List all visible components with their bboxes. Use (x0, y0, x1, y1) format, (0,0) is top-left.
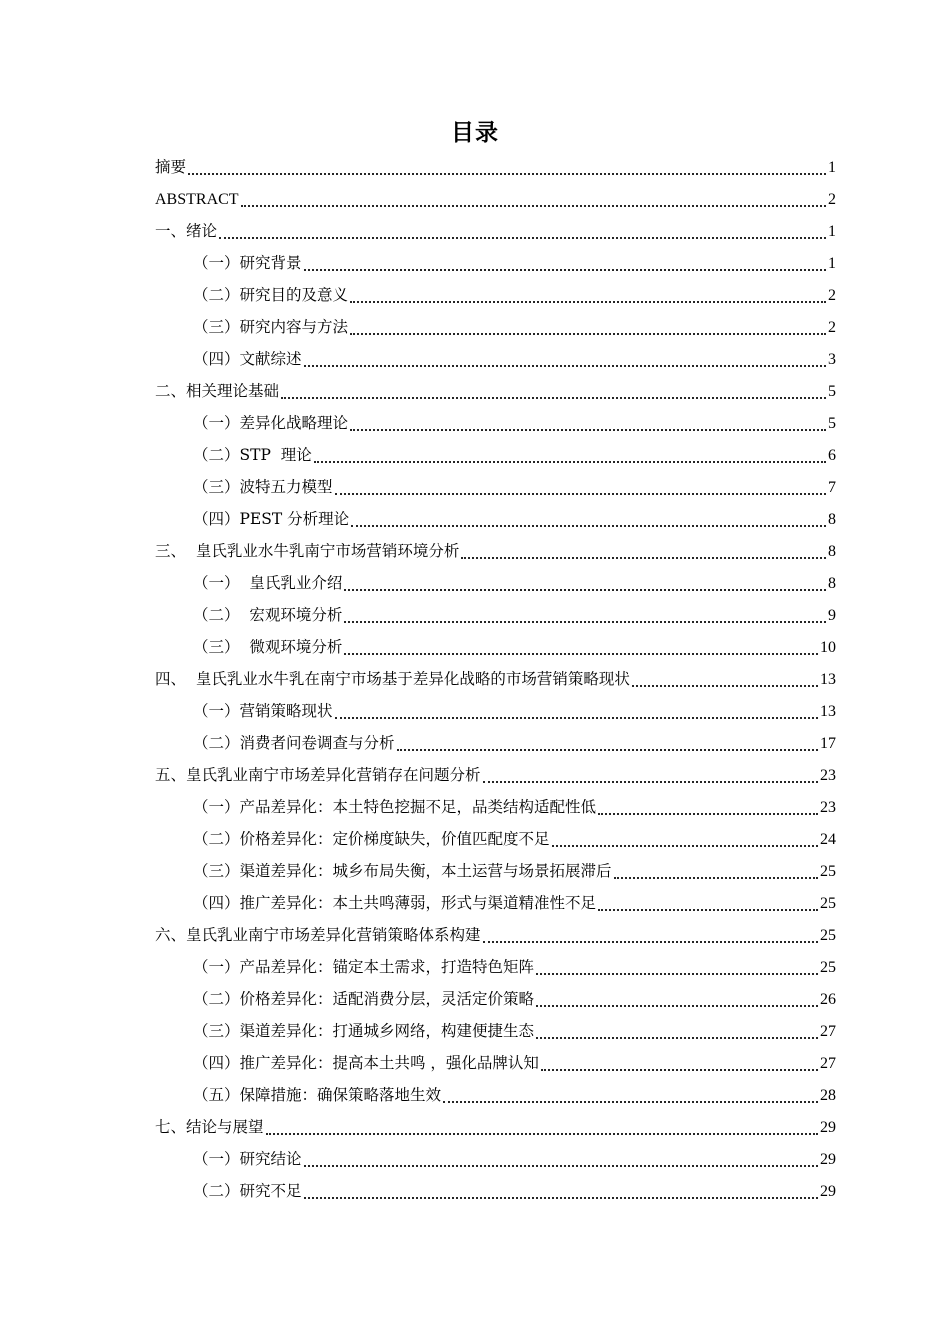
toc-page-number: 7 (828, 479, 836, 496)
toc-dot-leader (241, 204, 826, 207)
toc-entry-label: 一、绪论 (155, 222, 218, 241)
toc-entry[interactable] (155, 952, 836, 984)
toc-entry[interactable] (155, 728, 836, 760)
toc-entry-label: （一）差异化战略理论 (193, 414, 349, 433)
toc-page-number: 26 (820, 991, 836, 1008)
toc-page-number: 8 (828, 511, 836, 528)
toc-entry-label: （四）推广差异化：本土共鸣薄弱，形式与渠道精准性不足 (193, 894, 597, 913)
toc-entry-label: （四）文献综述 (193, 350, 302, 369)
toc-entry[interactable] (155, 856, 836, 888)
toc-entry[interactable] (155, 344, 836, 376)
toc-entry-label: （二）研究不足 (193, 1182, 302, 1201)
toc-page-number: 25 (820, 959, 836, 976)
toc-entry[interactable] (155, 1144, 836, 1176)
toc-entry[interactable] (155, 1048, 836, 1080)
toc-entry[interactable] (155, 248, 836, 280)
toc-page-number: 25 (820, 863, 836, 880)
toc-entry[interactable] (155, 504, 836, 536)
toc-entry-label: （四）PEST 分析理论 (193, 510, 350, 529)
toc-entry-label: 二、相关理论基础 (155, 382, 280, 401)
toc-page-number: 27 (820, 1055, 836, 1072)
toc-entry[interactable] (155, 216, 836, 248)
toc-entry[interactable] (155, 472, 836, 504)
toc-entry[interactable] (155, 600, 836, 632)
toc-dot-leader (483, 780, 818, 783)
toc-dot-leader (397, 748, 818, 751)
toc-page-number: 3 (828, 351, 836, 368)
toc-dot-leader (536, 1036, 818, 1039)
toc-entry[interactable] (155, 152, 836, 184)
toc-entry[interactable] (155, 696, 836, 728)
toc-dot-leader (350, 300, 826, 303)
toc-entry[interactable] (155, 984, 836, 1016)
toc-dot-leader (335, 716, 818, 719)
toc-page-number: 5 (828, 415, 836, 432)
toc-entry-label: （一）产品差异化：本土特色挖掘不足，品类结构适配性低 (193, 798, 597, 817)
toc-entry[interactable] (155, 536, 836, 568)
toc-page-number: 9 (828, 607, 836, 624)
toc-dot-leader (541, 1068, 818, 1071)
toc-dot-leader (335, 492, 826, 495)
toc-dot-leader (304, 268, 826, 271)
toc-page-number: 6 (828, 447, 836, 464)
toc-page-number: 25 (820, 927, 836, 944)
toc-dot-leader (598, 812, 818, 815)
page-title: 目录 (451, 120, 499, 146)
toc-entry-label: （一）研究结论 (193, 1150, 302, 1169)
toc-entry[interactable] (155, 632, 836, 664)
toc-entry[interactable] (155, 280, 836, 312)
toc-dot-leader (461, 556, 826, 559)
toc-dot-leader (281, 396, 826, 399)
toc-dot-leader (443, 1100, 818, 1103)
toc-dot-leader (314, 460, 826, 463)
toc-dot-leader (266, 1132, 818, 1135)
toc-entry-label: （三）渠道差异化：城乡布局失衡，本土运营与场景拓展滞后 (193, 862, 612, 881)
toc-dot-leader (344, 620, 826, 623)
toc-page-number: 2 (828, 191, 836, 208)
toc-entry[interactable] (155, 760, 836, 792)
toc-page-number: 25 (820, 895, 836, 912)
toc-entry-label: 五、皇氏乳业南宁市场差异化营销存在问题分析 (155, 766, 481, 785)
toc-dot-leader (483, 940, 818, 943)
toc-entry-label: （一）营销策略现状 (193, 702, 333, 721)
toc-page-number: 23 (820, 767, 836, 784)
toc-entry[interactable] (155, 1112, 836, 1144)
toc-page-number: 27 (820, 1023, 836, 1040)
toc-entry-label: （二）消费者问卷调查与分析 (193, 734, 395, 753)
toc-page-number: 29 (820, 1183, 836, 1200)
toc-page-number: 2 (828, 319, 836, 336)
toc-dot-leader (304, 364, 826, 367)
toc-page-number: 2 (828, 287, 836, 304)
toc-dot-leader (552, 844, 818, 847)
toc-page-number: 10 (820, 639, 836, 656)
toc-entry-label: （二） 宏观环境分析 (193, 606, 343, 625)
toc-page-number: 8 (828, 543, 836, 560)
toc-dot-leader (536, 972, 818, 975)
toc-entry-label: （二）价格差异化：适配消费分层，灵活定价策略 (193, 990, 535, 1009)
toc-entry-label: （二）STP 理论 (193, 446, 312, 465)
toc-page-number: 24 (820, 831, 836, 848)
toc-dot-leader (614, 876, 818, 879)
toc-page-number: 8 (828, 575, 836, 592)
toc-page-number: 17 (820, 735, 836, 752)
toc-entry[interactable] (155, 1016, 836, 1048)
toc-entry[interactable] (155, 824, 836, 856)
toc-entry[interactable] (155, 888, 836, 920)
toc-entry-label: （三） 微观环境分析 (193, 638, 343, 657)
toc-entry[interactable] (155, 408, 836, 440)
toc-entry-label: 七、结论与展望 (155, 1118, 264, 1137)
toc-entry-label: （三）研究内容与方法 (193, 318, 349, 337)
toc-page-number: 1 (828, 255, 836, 272)
toc-entry[interactable] (155, 920, 836, 952)
toc-entry-label: （二）价格差异化：定价梯度缺失，价值匹配度不足 (193, 830, 550, 849)
toc-page-number: 28 (820, 1087, 836, 1104)
toc-entry[interactable] (155, 440, 836, 472)
toc-dot-leader (632, 684, 818, 687)
toc-page-number: 1 (828, 223, 836, 240)
toc-dot-leader (219, 236, 826, 239)
toc-entry[interactable] (155, 1176, 836, 1208)
toc-entry[interactable] (155, 1080, 836, 1112)
toc-entry-label: 摘要 (155, 158, 187, 177)
toc-page-number: 29 (820, 1151, 836, 1168)
toc-entry-label: （四）推广差异化：提高本土共鸣 ，强化品牌认知 (193, 1054, 539, 1073)
toc-entry[interactable] (155, 376, 836, 408)
toc-entry-label: （一）产品差异化：锚定本土需求，打造特色矩阵 (193, 958, 535, 977)
toc-page-number: 1 (828, 159, 836, 176)
toc-entry[interactable] (155, 184, 836, 216)
toc-page-number: 13 (820, 671, 836, 688)
toc-dot-leader (350, 428, 826, 431)
toc-page-number: 23 (820, 799, 836, 816)
toc-entry-label: （一）研究背景 (193, 254, 302, 273)
toc-entry-label: 四、 皇氏乳业水牛乳在南宁市场基于差异化战略的市场营销策略现状 (155, 670, 630, 689)
table-of-contents (155, 152, 836, 1208)
toc-dot-leader (350, 332, 826, 335)
toc-entry-label: （三）渠道差异化：打通城乡网络，构建便捷生态 (193, 1022, 535, 1041)
toc-dot-leader (304, 1164, 818, 1167)
toc-entry-label: （五）保障措施：确保策略落地生效 (193, 1086, 442, 1105)
toc-page-number: 13 (820, 703, 836, 720)
toc-dot-leader (536, 1004, 818, 1007)
toc-page-number: 29 (820, 1119, 836, 1136)
toc-entry-label: 六、皇氏乳业南宁市场差异化营销策略体系构建 (155, 926, 481, 945)
toc-dot-leader (344, 652, 818, 655)
toc-dot-leader (351, 524, 826, 527)
toc-dot-leader (598, 908, 818, 911)
toc-entry[interactable] (155, 312, 836, 344)
toc-entry-label: （二）研究目的及意义 (193, 286, 349, 305)
toc-entry[interactable] (155, 568, 836, 600)
toc-entry[interactable] (155, 664, 836, 696)
toc-entry-label: （三）波特五力模型 (193, 478, 333, 497)
toc-page-number: 5 (828, 383, 836, 400)
toc-dot-leader (344, 588, 826, 591)
toc-entry-label: （一） 皇氏乳业介绍 (193, 574, 343, 593)
toc-dot-leader (188, 172, 826, 175)
toc-entry-label: 三、 皇氏乳业水牛乳南宁市场营销环境分析 (155, 542, 460, 561)
toc-dot-leader (304, 1196, 818, 1199)
toc-entry[interactable] (155, 792, 836, 824)
toc-entry-label: ABSTRACT (155, 191, 239, 208)
